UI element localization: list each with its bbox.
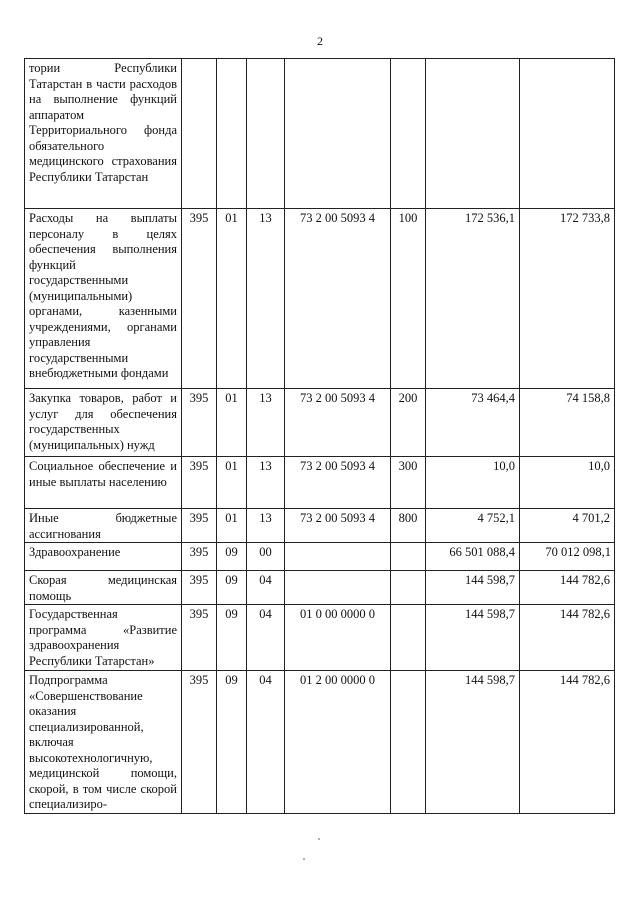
amount-year-2: 172 733,8 bbox=[520, 209, 615, 389]
table-row bbox=[25, 457, 615, 509]
row-name: Расходы на выплаты персоналу в целях обеспечения выполнения функций государственными (муниципальными) органами, казенными учреждениями, органами управления государственными внебюджетными фондами bbox=[25, 209, 182, 389]
amount-year-2: 74 158,8 bbox=[520, 389, 615, 457]
ministry-code: 395 bbox=[182, 389, 217, 457]
expense-type bbox=[391, 59, 426, 209]
amount-year-1: 10,0 bbox=[426, 457, 520, 509]
section-code: 01 bbox=[217, 457, 247, 509]
section-code: 09 bbox=[217, 605, 247, 671]
section-code: 01 bbox=[217, 209, 247, 389]
ministry-code: 395 bbox=[182, 571, 217, 605]
table-row bbox=[25, 543, 615, 571]
subsection-code: 13 bbox=[247, 389, 285, 457]
amount-year-2: 144 782,6 bbox=[520, 571, 615, 605]
expense-type bbox=[391, 671, 426, 814]
amount-year-1: 144 598,7 bbox=[426, 671, 520, 814]
ministry-code: 395 bbox=[182, 457, 217, 509]
amount-year-1: 144 598,7 bbox=[426, 605, 520, 671]
amount-year-1: 73 464,4 bbox=[426, 389, 520, 457]
target-article: 73 2 00 5093 4 bbox=[285, 457, 391, 509]
expense-type: 100 bbox=[391, 209, 426, 389]
table-row bbox=[25, 389, 615, 457]
amount-year-1: 4 752,1 bbox=[426, 509, 520, 543]
expense-type: 800 bbox=[391, 509, 426, 543]
ministry-code: 395 bbox=[182, 671, 217, 814]
table-row bbox=[25, 605, 615, 671]
row-name: Подпрограмма «Совершенствование оказания специализированной, включая высокотехнологичную, медицинской помощи, скорой, в том числе скорой специализиро- bbox=[25, 671, 182, 814]
amount-year-1: 144 598,7 bbox=[426, 571, 520, 605]
section-code: 09 bbox=[217, 543, 247, 571]
section-code bbox=[217, 59, 247, 209]
row-name: Иные бюджетные ассигнования bbox=[25, 509, 182, 543]
table-row bbox=[25, 209, 615, 389]
section-code: 01 bbox=[217, 509, 247, 543]
section-code: 01 bbox=[217, 389, 247, 457]
subsection-code bbox=[247, 59, 285, 209]
subsection-code: 13 bbox=[247, 457, 285, 509]
subsection-code: 00 bbox=[247, 543, 285, 571]
section-code: 09 bbox=[217, 571, 247, 605]
row-name: Здравоохранение bbox=[25, 543, 182, 571]
ministry-code bbox=[182, 59, 217, 209]
page-number: 2 bbox=[317, 34, 323, 48]
subsection-code: 13 bbox=[247, 209, 285, 389]
ministry-code: 395 bbox=[182, 509, 217, 543]
expense-type: 200 bbox=[391, 389, 426, 457]
target-article: 73 2 00 5093 4 bbox=[285, 389, 391, 457]
table-row bbox=[25, 571, 615, 605]
table-row bbox=[25, 59, 615, 209]
ministry-code: 395 bbox=[182, 605, 217, 671]
scan-speck bbox=[303, 858, 305, 860]
amount-year-1: 66 501 088,4 bbox=[426, 543, 520, 571]
row-name: тории Республики Татарстан в части расходов на выполнение функций аппаратом Территориального фонда обязательного медицинского страхования Республики Татарстан bbox=[25, 59, 182, 209]
scan-speck bbox=[318, 838, 320, 840]
subsection-code: 04 bbox=[247, 605, 285, 671]
amount-year-2: 144 782,6 bbox=[520, 671, 615, 814]
row-name: Закупка товаров, работ и услуг для обеспечения государственных (муниципальных) нужд bbox=[25, 389, 182, 457]
amount-year-2: 4 701,2 bbox=[520, 509, 615, 543]
target-article: 01 2 00 0000 0 bbox=[285, 671, 391, 814]
amount-year-1 bbox=[426, 59, 520, 209]
amount-year-2: 10,0 bbox=[520, 457, 615, 509]
amount-year-2 bbox=[520, 59, 615, 209]
target-article: 01 0 00 0000 0 bbox=[285, 605, 391, 671]
ministry-code: 395 bbox=[182, 543, 217, 571]
expense-type: 300 bbox=[391, 457, 426, 509]
ministry-code: 395 bbox=[182, 209, 217, 389]
table-row bbox=[25, 509, 615, 543]
target-article bbox=[285, 571, 391, 605]
target-article bbox=[285, 59, 391, 209]
amount-year-2: 144 782,6 bbox=[520, 605, 615, 671]
target-article bbox=[285, 543, 391, 571]
budget-table bbox=[24, 58, 615, 814]
target-article: 73 2 00 5093 4 bbox=[285, 509, 391, 543]
target-article: 73 2 00 5093 4 bbox=[285, 209, 391, 389]
expense-type bbox=[391, 543, 426, 571]
row-name: Социальное обеспечение и иные выплаты населению bbox=[25, 457, 182, 509]
subsection-code: 04 bbox=[247, 671, 285, 814]
row-name: Скорая медицинская помощь bbox=[25, 571, 182, 605]
amount-year-2: 70 012 098,1 bbox=[520, 543, 615, 571]
section-code: 09 bbox=[217, 671, 247, 814]
subsection-code: 13 bbox=[247, 509, 285, 543]
amount-year-1: 172 536,1 bbox=[426, 209, 520, 389]
subsection-code: 04 bbox=[247, 571, 285, 605]
table-row bbox=[25, 671, 615, 814]
row-name: Государственная программа «Развитие здравоохранения Республики Татарстан» bbox=[25, 605, 182, 671]
expense-type bbox=[391, 571, 426, 605]
expense-type bbox=[391, 605, 426, 671]
